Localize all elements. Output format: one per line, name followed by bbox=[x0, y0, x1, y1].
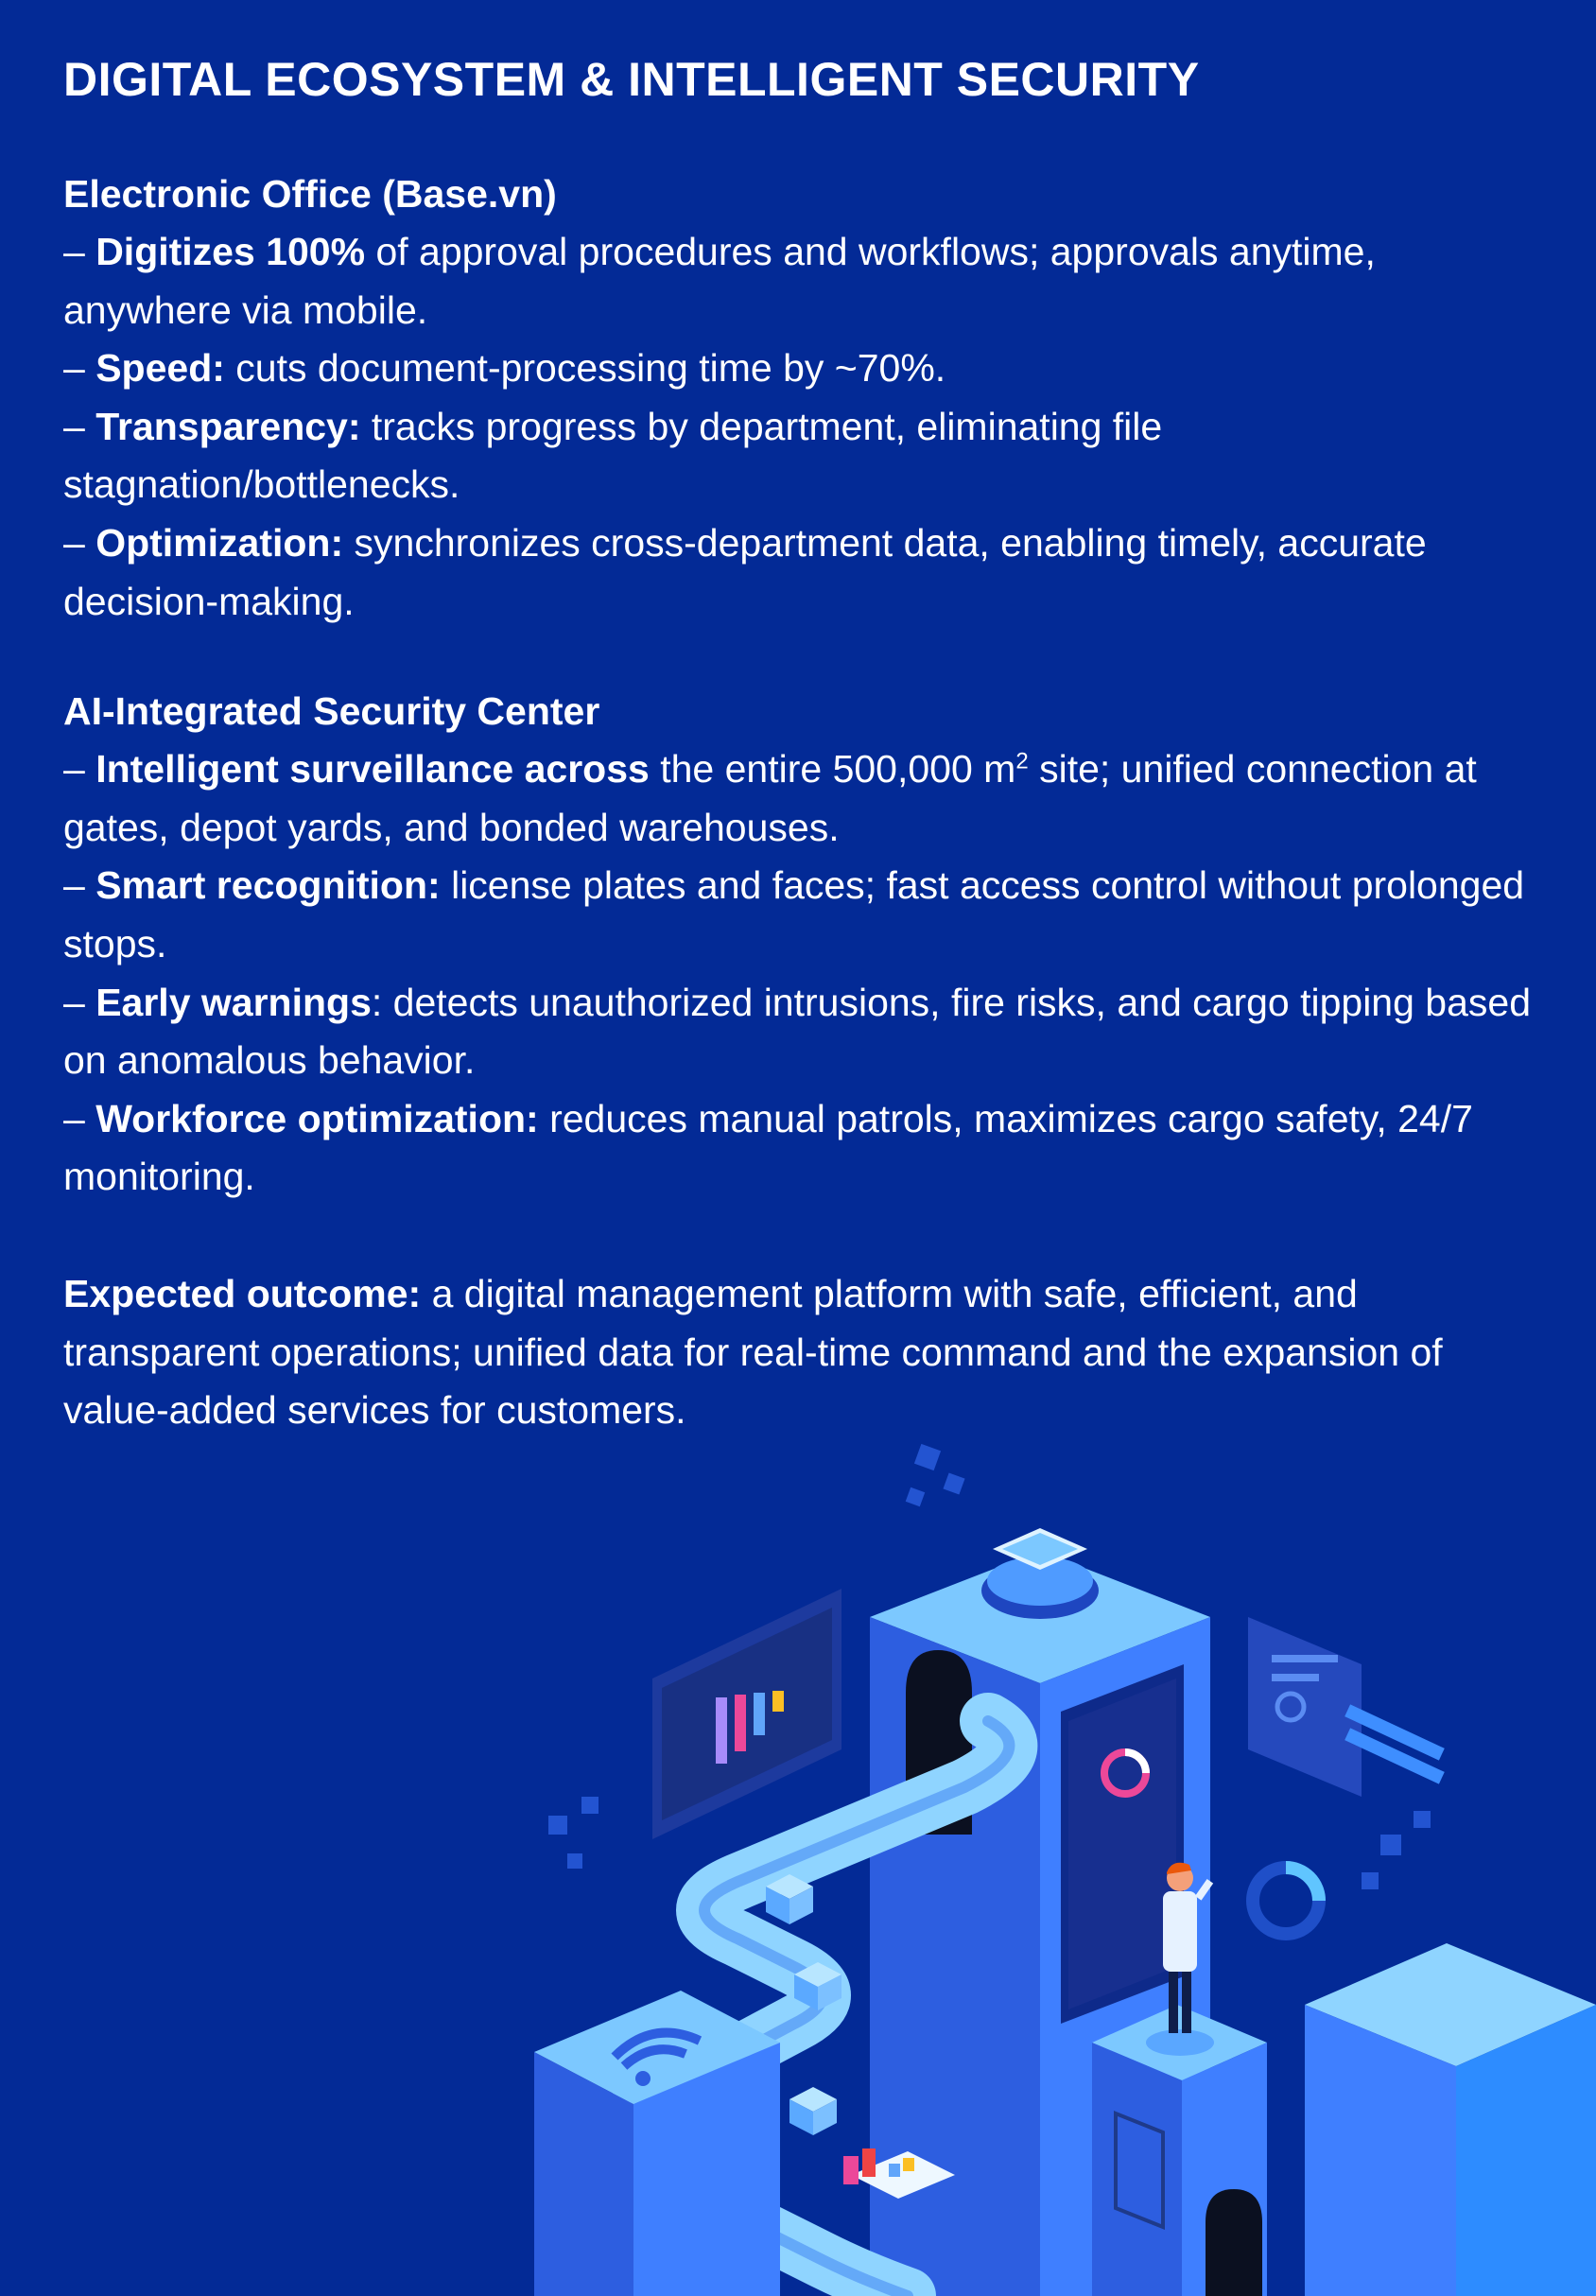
isometric-city-illustration bbox=[511, 1437, 1596, 2296]
dashboard-panel bbox=[1248, 1617, 1445, 1797]
security-item-workforce: – Workforce optimization: reduces manual patrols, maximizes cargo safety, 24/7 monitoring. bbox=[63, 1096, 1473, 1199]
donut-chart-graphic bbox=[1253, 1868, 1319, 1934]
security-item-warnings: – Early warnings: detects unauthorized intrusions, fire risks, and cargo tipping based on anomalous behavior. bbox=[63, 980, 1532, 1083]
office-item-digitize: – Digitizes 100% of approval procedures and workflows; approvals anytime, anywhere via mobile. bbox=[63, 230, 1376, 332]
page-content bbox=[63, 45, 1548, 1440]
right-building bbox=[1305, 1943, 1596, 2296]
wifi-building bbox=[534, 1991, 780, 2296]
security-item-surveillance: – Intelligent surveillance across the entire 500,000 $m^2$ site; unified connection at gates, depot yards, and bonded warehouses. bbox=[63, 747, 1477, 849]
arch-gate bbox=[1206, 2189, 1262, 2296]
office-item-optimization: – Optimization: synchronizes cross-department data, enabling timely, accurate decision-making. bbox=[63, 520, 1427, 623]
bar-chart-panel bbox=[652, 1589, 841, 1839]
page-title: DIGITAL ECOSYSTEM & INTELLIGENT SECURITY bbox=[63, 53, 1200, 106]
office-item-speed: – Speed: cuts document-processing time by ~70%. bbox=[63, 346, 946, 391]
office-item-transparency: – Transparency: tracks progress by department, eliminating file stagnation/bottlenecks. bbox=[63, 404, 1163, 507]
expected-outcome: Expected outcome: a digital management platform with safe, efficient, and transparent operations; unified data for real-time command and the expansion of value-added services for customers. bbox=[63, 1271, 1443, 1433]
security-item-recognition: – Smart recognition: license plates and faces; fast access control without prolonged stops. bbox=[63, 863, 1525, 965]
security-center-section bbox=[63, 682, 1548, 1207]
security-center-heading: AI-Integrated Security Center bbox=[63, 689, 600, 734]
electronic-office-heading: Electronic Office (Base.vn) bbox=[63, 172, 557, 216]
electronic-office-section bbox=[63, 165, 1548, 631]
